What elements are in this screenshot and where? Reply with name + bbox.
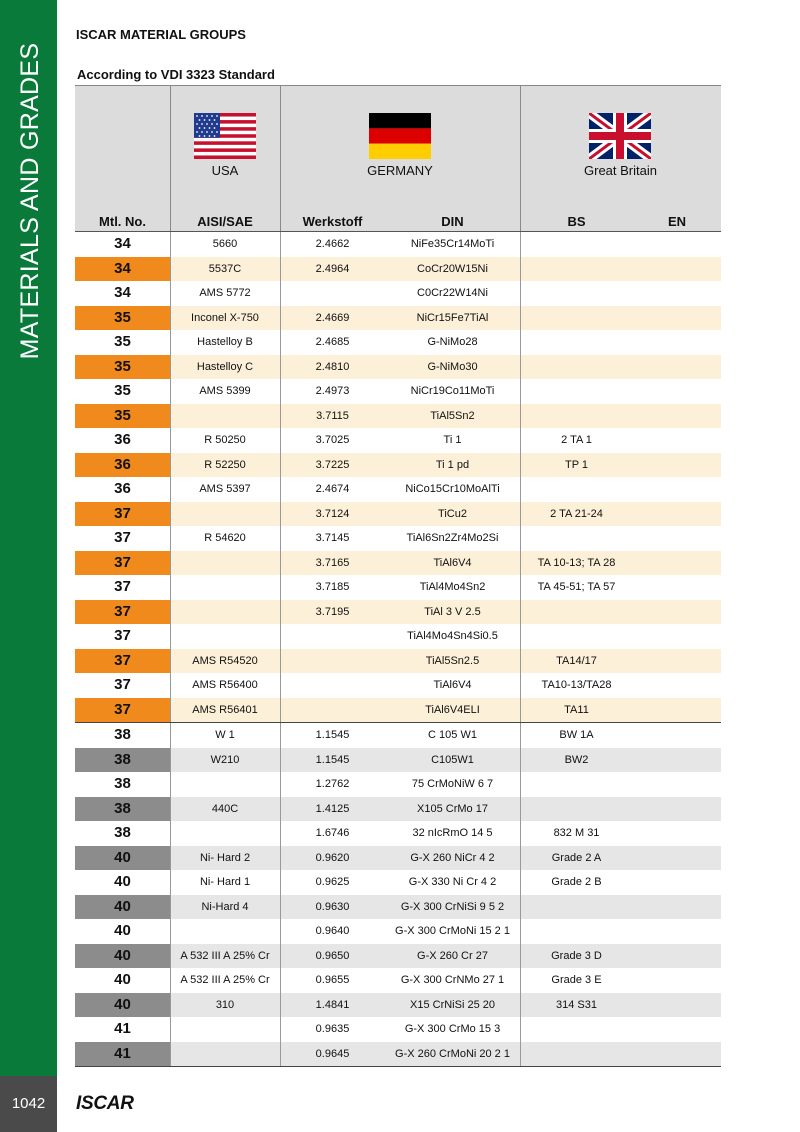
werkstoff-cell: 3.7115	[316, 409, 349, 422]
werkstoff-cell: 3.7025	[315, 434, 350, 446]
en-cell	[633, 551, 721, 576]
bs-cell: Grade 2 A	[551, 851, 602, 864]
din-cell: 75 CrMoNiW 6 7	[411, 778, 494, 790]
werkstoff-cell: 2.4662	[315, 238, 350, 250]
din-cell: G-X 260 NiCr 4 2	[410, 851, 495, 864]
aisi-cell	[170, 600, 280, 625]
en-cell	[633, 281, 721, 306]
col-aisi-sae: AISI/SAE	[197, 214, 253, 229]
werkstoff-cell: 2.4685	[315, 336, 350, 348]
aisi-cell: 5537C	[208, 262, 242, 275]
din-cell: TiAl4Mo4Sn4Si0.5	[407, 630, 498, 642]
werkstoff-cell: 1.6746	[315, 827, 350, 839]
werkstoff-cell	[280, 281, 385, 306]
aisi-cell	[170, 821, 280, 846]
en-cell	[633, 797, 721, 822]
werkstoff-cell: 1.4125	[315, 802, 350, 815]
table-row	[75, 281, 721, 306]
din-cell: G-X 300 CrNMo 27 1	[400, 974, 505, 986]
bs-cell	[520, 281, 633, 306]
mtl-no-cell: 34	[114, 235, 131, 252]
din-cell: G-X 300 CrMoNi 15 2 1	[395, 925, 510, 937]
en-cell	[633, 600, 721, 625]
table-row	[75, 797, 721, 822]
aisi-cell: Ni-Hard 4	[201, 900, 249, 913]
bs-cell	[520, 306, 633, 331]
material-table	[75, 85, 721, 1067]
din-cell: Ti 1 pd	[435, 458, 470, 471]
table-row	[75, 575, 721, 600]
en-cell	[633, 968, 721, 993]
aisi-cell: 440C	[211, 802, 239, 815]
table-row	[75, 649, 721, 674]
bs-cell: Grade 3 E	[551, 974, 602, 986]
table-row	[75, 821, 721, 846]
country-germany: GERMANY	[367, 163, 433, 178]
mtl-no-cell: 38	[75, 748, 170, 773]
en-cell	[633, 944, 721, 969]
mtl-no-cell: 37	[75, 502, 170, 527]
mtl-no-cell: 36	[114, 480, 131, 497]
aisi-cell	[170, 624, 280, 649]
col-bs: BS	[567, 214, 586, 229]
table-row	[75, 551, 721, 576]
col-din: DIN	[441, 214, 464, 229]
mtl-no-cell: 37	[114, 578, 131, 595]
mtl-no-cell: 37	[114, 676, 131, 693]
werkstoff-cell: 1.1545	[315, 753, 350, 766]
din-cell: G-NiMo28	[427, 336, 478, 348]
table-row	[75, 968, 721, 993]
bs-cell: TA14/17	[556, 654, 597, 667]
en-cell	[633, 306, 721, 331]
aisi-cell: Hastelloy C	[196, 360, 254, 373]
uk-flag-icon	[589, 113, 651, 159]
germany-flag-icon	[369, 113, 431, 159]
mtl-no-cell: 38	[114, 726, 131, 743]
bs-cell	[520, 1017, 633, 1042]
aisi-cell: A 532 III A 25% Cr	[180, 974, 270, 986]
mtl-no-cell: 40	[75, 993, 170, 1018]
bs-cell: BW2	[564, 753, 589, 766]
werkstoff-cell: 0.9640	[315, 925, 350, 937]
bs-cell	[520, 379, 633, 404]
werkstoff-cell: 0.9635	[315, 1023, 350, 1035]
mtl-no-cell: 38	[75, 797, 170, 822]
din-cell: TiAl6Sn2Zr4Mo2Si	[406, 532, 499, 544]
en-cell	[633, 993, 721, 1018]
din-cell: TiAl4Mo4Sn2	[419, 581, 486, 593]
din-cell: TiCu2	[438, 507, 467, 520]
bs-cell	[520, 895, 633, 920]
aisi-cell	[170, 404, 280, 429]
bs-cell: BW 1A	[559, 729, 594, 741]
din-cell: TiAl6V4	[433, 556, 472, 569]
table-row	[75, 993, 721, 1018]
col-mtl-no: Mtl. No.	[99, 214, 146, 229]
table-row	[75, 870, 721, 895]
werkstoff-cell: 2.4674	[315, 483, 350, 495]
werkstoff-cell: 3.7195	[315, 605, 350, 618]
aisi-cell: R 54620	[204, 532, 246, 544]
werkstoff-cell: 2.4964	[315, 262, 350, 275]
table-row	[75, 232, 721, 257]
aisi-cell: AMS R54520	[192, 654, 258, 667]
mtl-no-cell: 36	[114, 431, 131, 448]
werkstoff-cell: 2.4810	[315, 360, 350, 373]
en-cell	[633, 257, 721, 282]
mtl-no-cell: 34	[114, 284, 131, 301]
din-cell: G-X 300 CrNiSi 9 5 2	[400, 900, 505, 913]
aisi-cell: AMS 5397	[199, 483, 251, 495]
en-cell	[633, 232, 721, 257]
din-cell: TiAl5Sn2	[430, 409, 475, 422]
aisi-cell: 310	[215, 998, 235, 1011]
werkstoff-cell: 0.9645	[315, 1047, 350, 1060]
werkstoff-cell: 3.7165	[315, 556, 350, 569]
en-cell	[633, 895, 721, 920]
werkstoff-cell	[280, 698, 385, 723]
werkstoff-cell: 3.7225	[315, 458, 350, 471]
bs-cell	[520, 232, 633, 257]
werkstoff-cell: 1.1545	[315, 729, 350, 741]
aisi-cell: A 532 III A 25% Cr	[180, 949, 270, 962]
mtl-no-cell: 40	[114, 873, 131, 890]
mtl-no-cell: 35	[114, 333, 131, 350]
en-cell	[633, 526, 721, 551]
en-cell	[633, 772, 721, 797]
din-cell: G-NiMo30	[427, 360, 478, 373]
mtl-no-cell: 37	[114, 627, 131, 644]
en-cell	[633, 723, 721, 748]
en-cell	[633, 404, 721, 429]
bs-cell	[520, 526, 633, 551]
table-row	[75, 379, 721, 404]
country-uk: Great Britain	[584, 163, 657, 178]
werkstoff-cell: 2.4973	[315, 385, 350, 397]
werkstoff-cell: 3.7185	[315, 581, 350, 593]
table-row	[75, 453, 721, 478]
bs-cell: TA11	[564, 703, 589, 716]
aisi-cell: W 1	[215, 729, 235, 741]
en-cell	[633, 575, 721, 600]
aisi-cell	[170, 772, 280, 797]
mtl-no-cell: 35	[75, 355, 170, 380]
en-cell	[633, 355, 721, 380]
werkstoff-cell: 3.7124	[315, 507, 350, 520]
bs-cell	[520, 257, 633, 282]
aisi-cell: AMS 5399	[199, 385, 251, 397]
werkstoff-cell: 0.9655	[315, 974, 350, 986]
din-cell: C0Cr22W14Ni	[417, 287, 488, 299]
en-cell	[633, 477, 721, 502]
table-row	[75, 748, 721, 773]
en-cell	[633, 846, 721, 871]
en-cell	[633, 379, 721, 404]
din-cell: TiAl5Sn2.5	[425, 654, 480, 667]
table-row	[75, 944, 721, 969]
mtl-no-cell: 35	[75, 306, 170, 331]
table-body	[75, 232, 721, 1066]
bs-cell	[520, 355, 633, 380]
mtl-no-cell: 36	[75, 453, 170, 478]
bs-cell	[520, 919, 633, 944]
bs-cell	[520, 600, 633, 625]
page-number: 1042	[0, 1076, 57, 1132]
din-cell: NiCr15Fe7TiAl	[416, 311, 489, 324]
mtl-no-cell: 37	[114, 529, 131, 546]
bs-cell	[520, 797, 633, 822]
mtl-no-cell: 40	[75, 895, 170, 920]
din-cell: G-X 260 Cr 27	[417, 949, 488, 962]
page-title: ISCAR MATERIAL GROUPS	[76, 27, 246, 42]
en-cell	[633, 1017, 721, 1042]
bs-cell: 2 TA 21-24	[550, 507, 603, 520]
din-cell: X15 CrNiSi 25 20	[410, 998, 495, 1011]
en-cell	[633, 870, 721, 895]
table-row	[75, 257, 721, 282]
aisi-cell: AMS R56400	[192, 679, 258, 691]
table-row	[75, 895, 721, 920]
table-row	[75, 330, 721, 355]
din-cell: C105W1	[431, 753, 474, 766]
werkstoff-cell	[280, 624, 385, 649]
table-row	[75, 673, 721, 698]
en-cell	[633, 673, 721, 698]
usa-flag-icon	[194, 113, 256, 159]
din-cell: G-X 330 Ni Cr 4 2	[408, 876, 497, 888]
aisi-cell: Hastelloy B	[197, 336, 253, 348]
en-cell	[633, 649, 721, 674]
mtl-no-cell: 41	[75, 1042, 170, 1067]
table-header	[75, 85, 721, 232]
bs-cell: TA 10-13; TA 28	[537, 556, 616, 569]
aisi-cell: AMS 5772	[199, 287, 251, 299]
mtl-no-cell: 41	[114, 1020, 131, 1037]
din-cell: G-X 300 CrMo 15 3	[404, 1023, 501, 1035]
bs-cell: Grade 3 D	[551, 949, 602, 962]
col-en: EN	[667, 214, 687, 229]
bs-cell: 2 TA 1	[561, 434, 592, 446]
en-cell	[633, 1042, 721, 1067]
en-cell	[633, 330, 721, 355]
mtl-no-cell: 34	[75, 257, 170, 282]
aisi-cell	[170, 1042, 280, 1067]
side-bar	[0, 0, 57, 1076]
aisi-cell	[170, 575, 280, 600]
bs-cell	[520, 404, 633, 429]
table-row	[75, 772, 721, 797]
en-cell	[633, 748, 721, 773]
bs-cell	[520, 624, 633, 649]
table-row	[75, 624, 721, 649]
table-row	[75, 723, 721, 748]
side-title: MATERIALS AND GRADES	[16, 42, 44, 360]
table-row	[75, 355, 721, 380]
din-cell: TiAl 3 V 2.5	[424, 605, 481, 618]
werkstoff-cell: 3.7145	[315, 532, 350, 544]
din-cell: X105 CrMo 17	[417, 802, 488, 815]
werkstoff-cell	[280, 649, 385, 674]
table-row	[75, 1042, 721, 1067]
bs-cell: TA 45-51; TA 57	[537, 581, 616, 593]
bs-cell	[520, 330, 633, 355]
col-werkstoff: Werkstoff	[302, 214, 363, 229]
din-cell: 32 nIcRmO 14 5	[412, 827, 493, 839]
mtl-no-cell: 35	[114, 382, 131, 399]
table-row	[75, 526, 721, 551]
en-cell	[633, 698, 721, 723]
en-cell	[633, 502, 721, 527]
mtl-no-cell: 38	[114, 824, 131, 841]
aisi-cell: AMS R56401	[192, 703, 258, 716]
mtl-no-cell: 35	[75, 404, 170, 429]
aisi-cell	[170, 1017, 280, 1042]
werkstoff-cell: 0.9625	[315, 876, 350, 888]
aisi-cell: Ni- Hard 2	[199, 851, 251, 864]
table-row	[75, 846, 721, 871]
bs-cell: 832 M 31	[553, 827, 600, 839]
werkstoff-cell: 1.4841	[315, 998, 350, 1011]
din-cell: C 105 W1	[428, 729, 477, 741]
en-cell	[633, 821, 721, 846]
table-row	[75, 1017, 721, 1042]
din-cell: TiAl6V4	[433, 679, 472, 691]
din-cell: Ti 1	[443, 434, 462, 446]
aisi-cell	[170, 502, 280, 527]
en-cell	[633, 624, 721, 649]
aisi-cell: W210	[210, 753, 240, 766]
brand-logo: ISCAR	[76, 1093, 134, 1114]
werkstoff-cell: 2.4669	[315, 311, 350, 324]
mtl-no-cell: 37	[75, 649, 170, 674]
werkstoff-cell: 0.9620	[315, 851, 350, 864]
din-cell: CoCr20W15Ni	[417, 262, 488, 275]
werkstoff-cell: 0.9650	[315, 949, 350, 962]
aisi-cell: Ni- Hard 1	[199, 876, 251, 888]
table-row	[75, 428, 721, 453]
mtl-no-cell: 37	[75, 698, 170, 723]
mtl-no-cell: 37	[75, 551, 170, 576]
en-cell	[633, 453, 721, 478]
mtl-no-cell: 40	[75, 846, 170, 871]
bs-cell	[520, 477, 633, 502]
mtl-no-cell: 40	[114, 971, 131, 988]
aisi-cell: Inconel X-750	[191, 311, 259, 324]
aisi-cell: 5660	[212, 238, 238, 250]
table-row	[75, 404, 721, 429]
table-row	[75, 306, 721, 331]
country-usa: USA	[211, 163, 239, 178]
table-row	[75, 502, 721, 527]
werkstoff-cell: 1.2762	[315, 778, 350, 790]
din-cell: G-X 260 CrMoNi 20 2 1	[395, 1047, 510, 1060]
mtl-no-cell: 37	[75, 600, 170, 625]
aisi-cell	[170, 551, 280, 576]
mtl-no-cell: 40	[114, 922, 131, 939]
din-cell: NiCo15Cr10MoAlTi	[405, 483, 500, 495]
aisi-cell	[170, 919, 280, 944]
bs-cell: 314 S31	[556, 998, 597, 1011]
werkstoff-cell: 0.9630	[315, 900, 350, 913]
aisi-cell: R 50250	[204, 434, 246, 446]
bs-cell	[520, 1042, 633, 1067]
din-cell: NiCr19Co11MoTi	[410, 385, 495, 397]
table-row	[75, 600, 721, 625]
page-subtitle: According to VDI 3323 Standard	[77, 67, 275, 82]
bs-cell: TA10-13/TA28	[541, 679, 612, 691]
din-cell: NiFe35Cr14MoTi	[410, 238, 495, 250]
en-cell	[633, 919, 721, 944]
table-row	[75, 477, 721, 502]
bs-cell: TP 1	[564, 458, 589, 471]
bs-cell	[520, 772, 633, 797]
bs-cell: Grade 2 B	[551, 876, 602, 888]
din-cell: TiAl6V4ELI	[425, 703, 480, 716]
mtl-no-cell: 40	[75, 944, 170, 969]
werkstoff-cell	[280, 673, 385, 698]
aisi-cell: R 52250	[204, 458, 246, 471]
en-cell	[633, 428, 721, 453]
table-row	[75, 919, 721, 944]
mtl-no-cell: 38	[114, 775, 131, 792]
table-row	[75, 698, 721, 723]
